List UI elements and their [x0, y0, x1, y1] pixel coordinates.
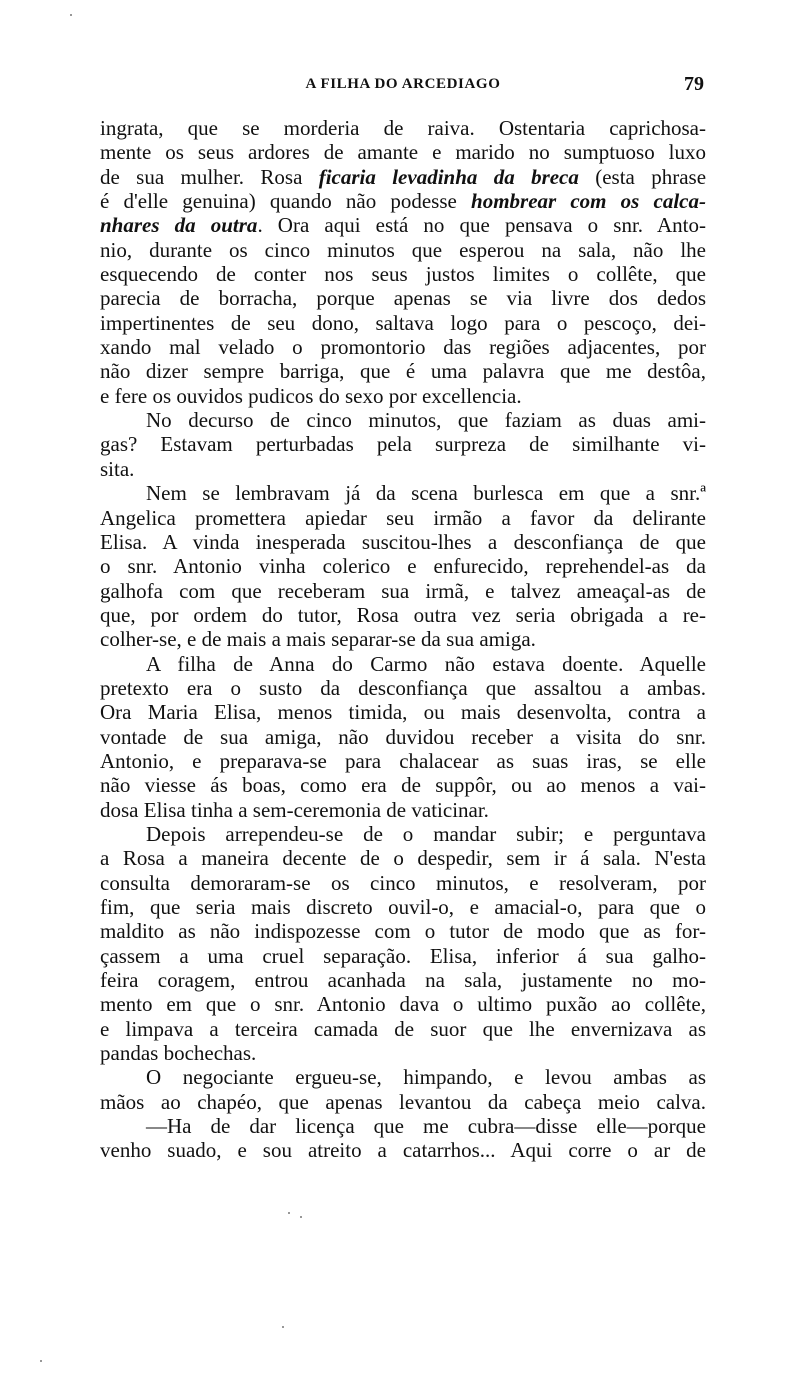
text-line [100, 384, 706, 408]
text-line [100, 189, 706, 213]
text-run: não dizer sempre barriga, que é uma palavra que me destôa, [100, 359, 706, 384]
text-run: Nem se lembravam já da scena burlesca em que a snr.ª [146, 481, 706, 506]
text-line [100, 1114, 706, 1138]
text-run: impertinentes de seu dono, saltava logo para o pescoço, dei- [100, 310, 706, 335]
text-run: venho suado, e sou atreito a catarrhos... Aqui corre o ar de [100, 1138, 706, 1163]
text-run: Antonio, e preparava-se para chalacear as suas iras, se elle [100, 748, 706, 773]
emphasized-phrase: nhares da outra [100, 213, 258, 238]
text-line [100, 944, 706, 968]
text-line [100, 1090, 706, 1114]
text-run: maldito as não indispozesse com o tutor de modo que as for- [100, 919, 706, 944]
text-run: que, por ordem do tutor, Rosa outra vez seria obrigada a re- [100, 602, 706, 627]
text-line [100, 506, 706, 530]
text-run: (esta phrase [578, 164, 707, 189]
text-run: pandas bochechas. [100, 1041, 257, 1066]
text-run: o snr. Antonio vinha colerico e enfurecido, reprehendel-as da [100, 554, 706, 579]
paper-speck [300, 1216, 302, 1218]
text-run: é d'elle genuina) quando não podesse [100, 189, 472, 214]
text-run: a Rosa a maneira decente de o despedir, sem ir á sala. N'esta [100, 846, 706, 871]
text-run: mãos ao chapéo, que apenas levantou da cabeça meio calva. [100, 1089, 706, 1114]
text-run: vontade de sua amiga, não duvidou receber a visita do snr. [100, 724, 706, 749]
page-header [100, 73, 706, 102]
text-line [100, 165, 706, 189]
text-run: O negociante ergueu-se, himpando, e levou ambas as [146, 1065, 706, 1090]
text-run: Elisa. A vinda inesperada suscitou-lhes a desconfiança de que [100, 529, 706, 554]
text-line [100, 213, 706, 237]
page-number: 79 [684, 73, 704, 95]
text-line [100, 919, 706, 943]
text-line [100, 238, 706, 262]
text-run: mento em que o snr. Antonio dava o ultimo puxão ao collête, [100, 992, 706, 1017]
text-run: fim, que seria mais discreto ouvil-o, e amacial-o, para que o [100, 895, 706, 919]
text-line [100, 1041, 706, 1065]
text-line [100, 871, 706, 895]
text-run: xando mal velado o promontorio das regiões adjacentes, por [100, 335, 706, 360]
text-line [100, 627, 706, 651]
text-line [100, 773, 706, 797]
text-line [100, 700, 706, 724]
text-run: e limpava a terceira camada de suor que lhe envernizava as [100, 1016, 706, 1041]
text-line [100, 1065, 706, 1089]
text-run: nio, durante os cinco minutos que esperou na sala, não lhe [100, 237, 706, 262]
text-line [100, 262, 706, 286]
text-run: sita. [100, 456, 135, 481]
text-run: galhofa com que receberam sua irmã, e talvez ameaçal-as de [100, 578, 706, 603]
text-run: feira coragem, entrou acanhada na sala, justamente no mo- [100, 968, 706, 993]
text-run: Angelica promettera apiedar seu irmão a favor da delirante [100, 505, 706, 530]
emphasized-phrase: ficaria levadinha da breca [318, 164, 579, 189]
paper-speck [70, 14, 72, 16]
text-line [100, 530, 706, 554]
text-line [100, 481, 706, 505]
text-line [100, 749, 706, 773]
text-line [100, 579, 706, 603]
text-run: dosa Elisa tinha a sem-ceremonia de vaticinar. [100, 797, 489, 822]
text-run: de sua mulher. Rosa [100, 164, 319, 189]
text-run: A filha de Anna do Carmo não estava doente. Aquelle [146, 651, 706, 676]
text-line [100, 359, 706, 383]
text-line [100, 457, 706, 481]
text-run: —Ha de dar licença que me cubra—disse elle—porque [146, 1114, 706, 1139]
body-text [100, 116, 706, 1163]
text-run: não viesse ás boas, como era de suppôr, ou ao menos a vai- [100, 773, 706, 798]
text-line [100, 968, 706, 992]
text-line [100, 432, 706, 456]
text-run: pretexto era o susto da desconfiança que assaltou a ambas. [100, 675, 706, 700]
text-line [100, 798, 706, 822]
paper-speck [288, 1212, 290, 1214]
emphasized-phrase: hombrear com os calca- [471, 189, 706, 214]
text-line [100, 335, 706, 359]
text-line [100, 652, 706, 676]
text-line [100, 1017, 706, 1041]
text-run: ingrata, que se morderia de raiva. Ostentaria caprichosa- [100, 116, 706, 140]
text-run: No decurso de cinco minutos, que faziam as duas ami- [146, 408, 706, 433]
text-run: . Ora aqui está no que pensava o snr. Anto- [257, 213, 706, 238]
text-line [100, 603, 706, 627]
text-line [100, 676, 706, 700]
text-line [100, 554, 706, 578]
text-line [100, 822, 706, 846]
text-line [100, 846, 706, 870]
text-run: esquecendo de conter nos seus justos limites o collête, que [100, 262, 706, 287]
paper-speck [282, 1326, 284, 1328]
text-line [100, 992, 706, 1016]
paper-speck [40, 1360, 42, 1362]
text-run: parecia de borracha, porque apenas se via livre dos dedos [100, 286, 706, 311]
text-run: colher-se, e de mais a mais separar-se da sua amiga. [100, 627, 536, 652]
text-line [100, 895, 706, 919]
text-line [100, 140, 706, 164]
text-run: Depois arrependeu-se de o mandar subir; e perguntava [146, 821, 706, 846]
text-line [100, 725, 706, 749]
text-line [100, 311, 706, 335]
text-line [100, 286, 706, 310]
running-title: A FILHA DO ARCEDIAGO [305, 76, 501, 92]
text-run: consulta demoraram-se os cinco minutos, e resolveram, por [100, 870, 706, 895]
text-line [100, 408, 706, 432]
text-line [100, 1138, 706, 1162]
text-run: mente os seus ardores de amante e marido no sumptuoso luxo [100, 140, 706, 165]
text-run: Ora Maria Elisa, menos timida, ou mais desenvolta, contra a [100, 700, 706, 725]
text-line [100, 116, 706, 140]
text-run: çassem a uma cruel separação. Elisa, inferior á sua galho- [100, 943, 706, 968]
text-run: gas? Estavam perturbadas pela surpreza de similhante vi- [100, 432, 706, 457]
text-run: e fere os ouvidos pudicos do sexo por excellencia. [100, 383, 522, 408]
